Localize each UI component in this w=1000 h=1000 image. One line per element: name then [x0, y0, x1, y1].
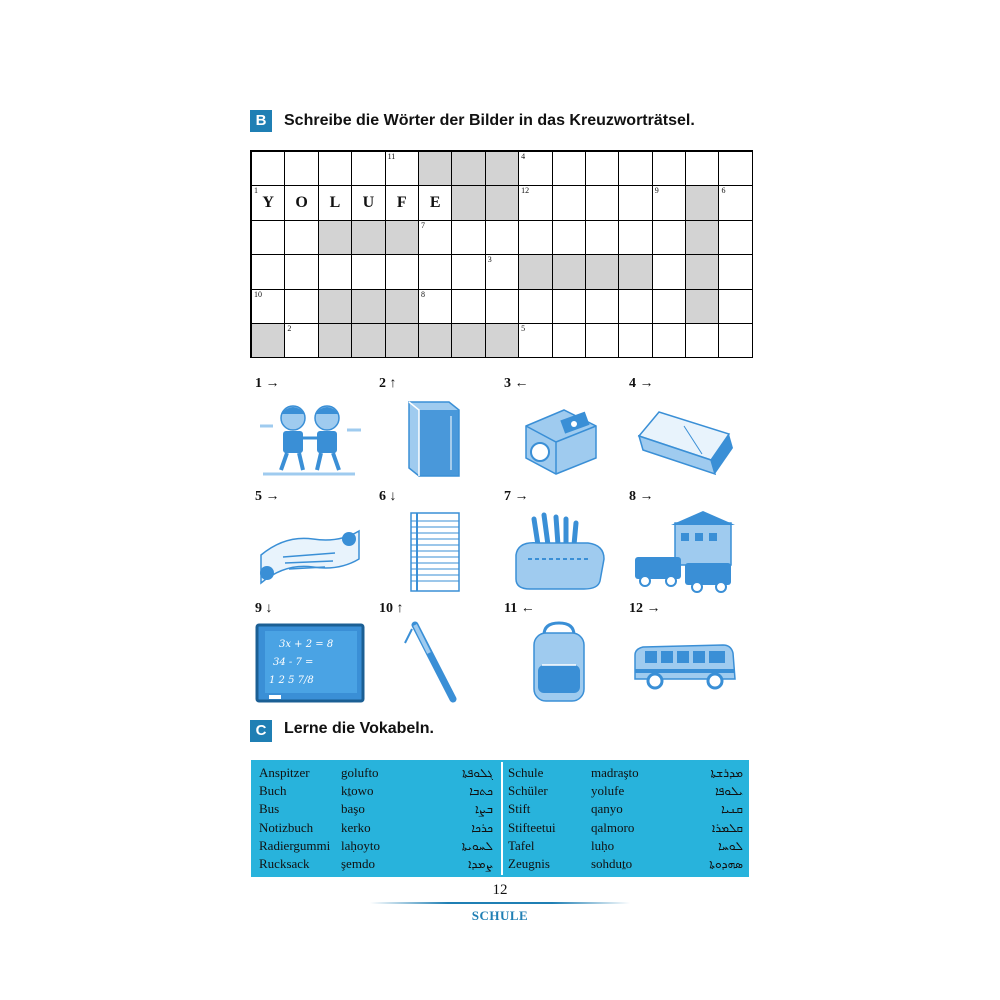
crossword-cell[interactable]	[419, 290, 452, 324]
vocabulary-table	[251, 760, 749, 877]
clue-label: 1 →	[255, 376, 280, 391]
chapter-title: SCHULE	[471, 908, 529, 923]
crossword-cell[interactable]	[653, 324, 686, 358]
crossword-cell[interactable]	[619, 290, 652, 324]
crossword-cell[interactable]	[719, 324, 752, 358]
crossword-cell-blocked	[352, 290, 385, 324]
crossword-cell-blocked	[386, 221, 419, 255]
crossword-cell[interactable]	[719, 290, 752, 324]
crossword-cell[interactable]	[653, 152, 686, 186]
vocab-divider	[501, 762, 503, 875]
crossword-cell[interactable]	[319, 186, 352, 220]
crossword-cell[interactable]	[285, 324, 318, 358]
vocab-entry: Tafel	[508, 837, 535, 853]
clue-label: 8 →	[629, 489, 654, 504]
section-b-badge: B	[250, 110, 272, 132]
crossword-cell[interactable]	[619, 186, 652, 220]
vocab-entry: madraşto	[591, 765, 639, 780]
clue-label: 6 ↓	[379, 489, 397, 504]
clue-label: 9 ↓	[255, 601, 273, 616]
crossword-grid	[250, 150, 753, 358]
clue-number: 10	[254, 289, 262, 299]
vocab-entry: golufto	[341, 765, 379, 780]
notebook-icon	[379, 509, 489, 593]
vocab-entry: qanyo	[591, 801, 623, 817]
clue-number: 3	[487, 255, 492, 265]
crossword-cell[interactable]	[719, 186, 752, 220]
crossword-cell[interactable]	[586, 221, 619, 255]
crossword-cell-blocked	[586, 255, 619, 289]
crossword-cell[interactable]	[452, 255, 485, 289]
crossword-cell[interactable]	[285, 290, 318, 324]
crossword-cell[interactable]	[285, 186, 318, 220]
vocab-entry: ܒܨܐ	[475, 802, 493, 817]
vocab-right-syriac	[651, 764, 743, 873]
crossword-cell-blocked	[486, 324, 519, 358]
crossword-cell-blocked	[419, 324, 452, 358]
clue-number: 9	[654, 186, 659, 196]
children-icon	[255, 396, 365, 480]
crossword-cell[interactable]	[452, 290, 485, 324]
page-number: 12	[492, 882, 508, 898]
vocab-entry: ܠܘܚܐ	[718, 838, 743, 853]
filled-letter: F	[396, 194, 407, 212]
crossword-cell[interactable]	[553, 290, 586, 324]
book-icon	[379, 396, 489, 480]
crossword-cell[interactable]	[352, 255, 385, 289]
vocab-entry: Schule	[508, 765, 544, 780]
bus-icon	[629, 621, 739, 705]
vocab-entry: Radiergummi	[259, 837, 331, 853]
vocab-entry: qalmoro	[591, 819, 635, 835]
clue-label: 11 ←	[504, 601, 535, 616]
vocab-left-transliteration	[341, 764, 380, 873]
blackboard-text: 34 - 7 =	[273, 657, 314, 668]
crossword-cell-blocked	[686, 186, 719, 220]
crossword-cell[interactable]	[586, 152, 619, 186]
crossword-cell-blocked	[452, 186, 485, 220]
crossword-cell[interactable]	[285, 255, 318, 289]
crossword-cell-blocked	[553, 255, 586, 289]
clue-label: 3 ←	[504, 376, 529, 391]
crossword-cell-blocked	[686, 290, 719, 324]
vocab-entry: Anspitzer	[259, 765, 310, 780]
crossword-cell[interactable]	[252, 221, 285, 255]
section-c-badge: C	[250, 720, 272, 742]
crossword-cell[interactable]	[252, 290, 285, 324]
vocab-entry: ܨܡܕܐ	[468, 857, 493, 872]
crossword-cell[interactable]	[386, 255, 419, 289]
clue-number: 11	[387, 152, 396, 161]
crossword-cell[interactable]	[519, 324, 552, 358]
crossword-cell[interactable]	[653, 255, 686, 289]
blackboard-text: 3x + 2 = 8	[279, 639, 334, 650]
crossword-cell[interactable]	[419, 221, 452, 255]
crossword-cell[interactable]	[553, 152, 586, 186]
crossword-cell[interactable]	[452, 221, 485, 255]
vocab-entry: Stift	[508, 801, 531, 817]
crossword-cell[interactable]	[252, 186, 285, 220]
crossword-cell[interactable]	[553, 221, 586, 255]
eraser-icon	[629, 396, 739, 480]
crossword-cell-blocked	[252, 324, 285, 358]
crossword-cell[interactable]	[586, 290, 619, 324]
crossword-cell[interactable]	[419, 186, 452, 220]
crossword-cell[interactable]	[352, 186, 385, 220]
clue-number: 6	[721, 186, 726, 196]
vocab-entry: ܓܠܘܦܬܐ	[462, 766, 493, 780]
crossword-cell[interactable]	[252, 152, 285, 186]
crossword-cell-blocked	[419, 152, 452, 186]
clue-number: 4	[521, 152, 526, 161]
clue-number: 7	[420, 220, 425, 230]
vocab-entry: luḥo	[591, 837, 615, 853]
clue-label: 2 ↑	[379, 376, 397, 391]
crossword-cell[interactable]	[553, 324, 586, 358]
crossword-cell[interactable]	[486, 255, 519, 289]
crossword-cell[interactable]	[686, 324, 719, 358]
crossword-cell[interactable]	[619, 324, 652, 358]
crossword-cell-blocked	[386, 290, 419, 324]
vocab-entry: Zeugnis	[508, 856, 550, 872]
school-icon	[629, 509, 739, 593]
vocab-entry: ܠܚܘܝܬܐ	[461, 838, 493, 853]
crossword-cell[interactable]	[419, 255, 452, 289]
footer-divider	[370, 902, 630, 904]
clue-label: 4 →	[629, 376, 654, 391]
crossword-cell[interactable]	[719, 255, 752, 289]
clue-label: 12 →	[629, 601, 661, 616]
crossword-cell[interactable]	[319, 255, 352, 289]
filled-letter: Y	[262, 194, 274, 212]
crossword-cell[interactable]	[519, 186, 552, 220]
crossword-cell-blocked	[319, 324, 352, 358]
crossword-cell[interactable]	[486, 221, 519, 255]
clue-label: 5 →	[255, 489, 280, 504]
vocab-entry: Rucksack	[259, 856, 310, 872]
sharpener-icon	[504, 396, 614, 480]
clue-number: 2	[287, 323, 292, 333]
crossword-cell[interactable]	[386, 186, 419, 220]
crossword-cell-blocked	[519, 255, 552, 289]
vocab-entry: ܩܢܝܐ	[721, 802, 743, 817]
crossword-cell[interactable]	[285, 221, 318, 255]
crossword-cell-blocked	[619, 255, 652, 289]
vocab-entry: ܟܬܒܐ	[469, 784, 493, 799]
crossword-cell[interactable]	[285, 152, 318, 186]
vocab-entry: kerko	[341, 819, 371, 835]
certificate-icon	[255, 509, 365, 593]
filled-letter: O	[295, 194, 308, 212]
crossword-cell-blocked	[686, 255, 719, 289]
vocab-entry: laḥoyto	[341, 837, 380, 853]
vocab-entry: yolufe	[591, 783, 625, 799]
vocab-entry: kṯowo	[341, 783, 374, 799]
vocab-entry: ܩܠܡܪܐ	[711, 820, 743, 835]
vocab-entry: ܡܕܪܫܬܐ	[710, 766, 743, 780]
vocab-entry: ܣܗܕܘܬܐ	[709, 857, 743, 872]
filled-letter: U	[362, 194, 375, 212]
vocab-entry: Buch	[259, 783, 287, 799]
crossword-cell[interactable]	[619, 152, 652, 186]
crossword-cell-blocked	[452, 324, 485, 358]
crossword-cell-blocked	[352, 324, 385, 358]
crossword-cell[interactable]	[252, 255, 285, 289]
vocab-entry: Stifteetui	[508, 819, 556, 835]
crossword-cell[interactable]	[319, 152, 352, 186]
crossword-cell[interactable]	[619, 221, 652, 255]
crossword-cell-blocked	[386, 324, 419, 358]
vocab-entry: ܟܪܟܐ	[471, 820, 493, 835]
crossword-cell[interactable]	[519, 221, 552, 255]
crossword-cell[interactable]	[486, 290, 519, 324]
vocab-left-german	[259, 764, 330, 873]
vocab-entry: Bus	[259, 801, 280, 817]
crossword-cell[interactable]	[719, 221, 752, 255]
pencil-case-icon	[504, 509, 614, 593]
vocab-entry: ܝܠܘܦܐ	[715, 784, 743, 799]
crossword-cell-blocked	[452, 152, 485, 186]
clue-label: 10 ↑	[379, 601, 404, 616]
clue-number: 5	[521, 323, 526, 333]
blackboard-icon	[255, 621, 365, 705]
backpack-icon	[504, 621, 614, 705]
crossword-cell[interactable]	[586, 186, 619, 220]
vocab-right-german	[508, 764, 556, 873]
crossword-cell[interactable]	[653, 221, 686, 255]
section-c-title: Lerne die Vokabeln.	[284, 720, 434, 737]
crossword-cell[interactable]	[386, 152, 419, 186]
clue-label: 7 →	[504, 489, 529, 504]
blackboard-text: 1 2 5 7/8	[269, 675, 314, 686]
vocab-right-transliteration	[591, 764, 639, 873]
vocab-entry: Notizbuch	[259, 819, 314, 835]
crossword-cell-blocked	[686, 221, 719, 255]
vocab-left-syriac	[401, 764, 493, 873]
vocab-entry: şemdo	[341, 856, 375, 872]
crossword-cell-blocked	[352, 221, 385, 255]
crossword-cell[interactable]	[519, 290, 552, 324]
crossword-cell-blocked	[319, 290, 352, 324]
crossword-cell[interactable]	[719, 152, 752, 186]
vocab-entry: sohduṯo	[591, 856, 633, 872]
clue-number: 8	[420, 289, 425, 299]
crossword-cell[interactable]	[519, 152, 552, 186]
vocab-entry: Schüler	[508, 783, 548, 799]
crossword-cell[interactable]	[586, 324, 619, 358]
crossword-cell-blocked	[486, 186, 519, 220]
filled-letter: L	[329, 194, 341, 212]
crossword-cell-blocked	[319, 221, 352, 255]
crossword-cell[interactable]	[686, 152, 719, 186]
section-b-title: Schreibe die Wörter der Bilder in das Kreuzworträtsel.	[284, 112, 695, 129]
crossword-cell[interactable]	[352, 152, 385, 186]
crossword-cell-blocked	[486, 152, 519, 186]
clue-number: 1	[254, 186, 258, 196]
filled-letter: E	[429, 194, 441, 212]
clue-number: 12	[521, 186, 530, 196]
crossword-cell[interactable]	[653, 290, 686, 324]
vocab-entry: başo	[341, 801, 365, 817]
crossword-cell[interactable]	[653, 186, 686, 220]
pen-icon	[379, 621, 489, 705]
crossword-cell[interactable]	[553, 186, 586, 220]
